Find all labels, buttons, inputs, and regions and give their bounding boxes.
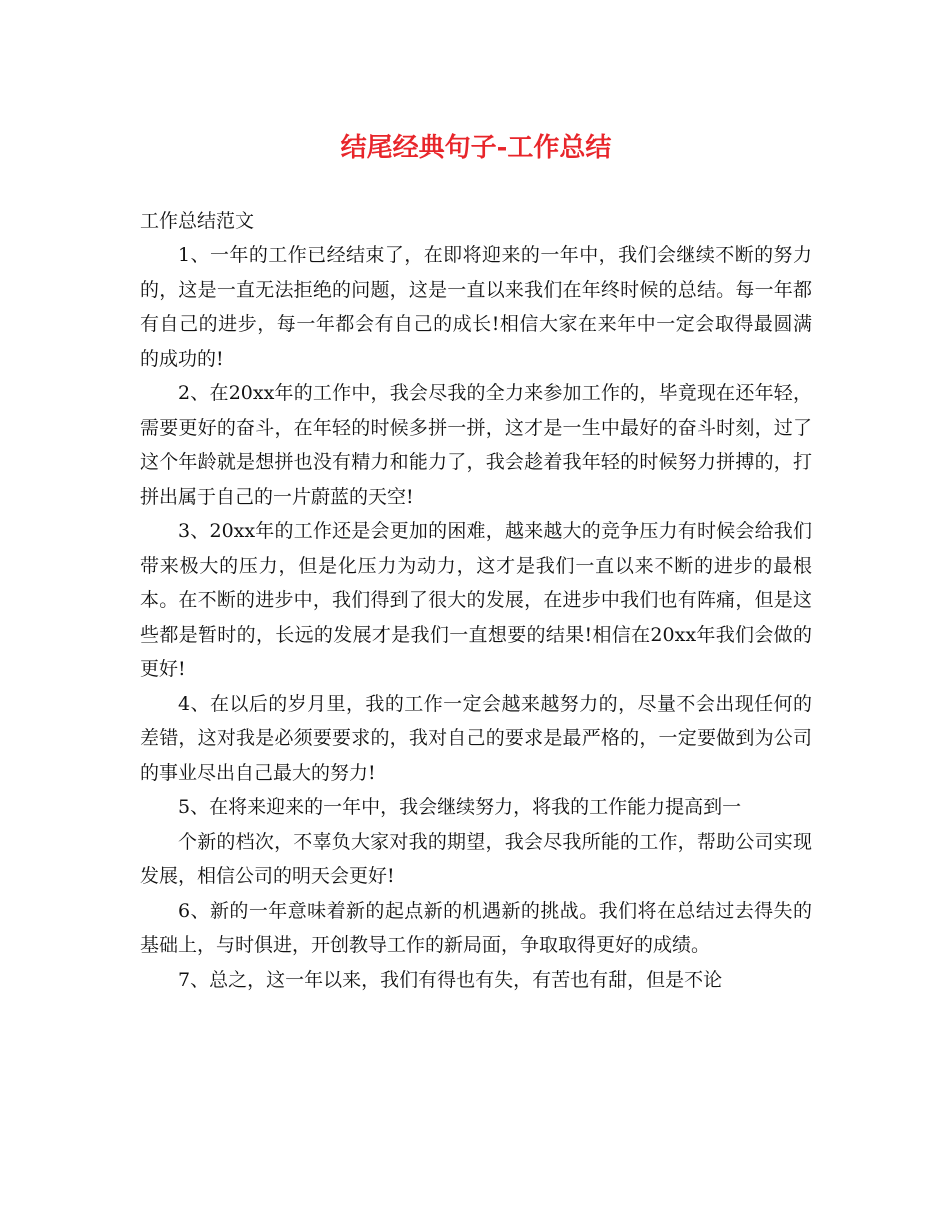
paragraph-3: 3、20xx年的工作还是会更加的困难，越来越大的竞争压力有时候会给我们带来极大的压力，但是化压力为动力，这才是我们一直以来不断的进步的最根本。在不断的进步中，我们得到了很大的发展，在进步中我们也有阵痛，但是这些都是暂时的，长远的发展才是我们一直想要的结果!相信在20xx年我们会做的更好!	[140, 520, 812, 680]
paragraph-7: 7、总之，这一年以来，我们有得也有失，有苦也有甜，但是不论	[178, 968, 723, 991]
paragraph-5-continued: 个新的档次，不辜负大家对我的期望，我会尽我所能的工作，帮助公司实现发展，相信公司的明天会更好!	[140, 830, 812, 887]
paragraph-5: 5、在将来迎来的一年中，我会继续努力，将我的工作能力提高到一	[178, 796, 742, 818]
paragraph-2: 2、在20xx年的工作中，我会尽我的全力来参加工作的，毕竟现在还年轻，需要更好的奋斗，在年轻的时候多拼一拼，这才是一生中最好的奋斗时刻，过了这个年龄就是想拼也没有精力和能力了，我会趁着我年轻的时候努力拼搏的，打拼出属于自己的一片蔚蓝的天空!	[140, 382, 812, 508]
paragraph-4: 4、在以后的岁月里，我的工作一定会越来越努力的，尽量不会出现任何的差错，这对我是必须要要求的，我对自己的要求是最严格的，一定要做到为公司的事业尽出自己最大的努力!	[140, 692, 812, 784]
document-subtitle: 工作总结范文	[140, 210, 255, 232]
document-body	[140, 238, 812, 997]
paragraph-6: 6、新的一年意味着新的起点新的机遇新的挑战。我们将在总结过去得失的基础上，与时俱进，开创教导工作的新局面，争取取得更好的成绩。	[140, 899, 812, 956]
document-title: 结尾经典句子-工作总结	[340, 133, 612, 163]
paragraph-1: 1、一年的工作已经结束了，在即将迎来的一年中，我们会继续不断的努力的，这是一直无法拒绝的问题，这是一直以来我们在年终时候的总结。每一年都有自己的进步，每一年都会有自己的成长!相信大家在来年中一定会取得最圆满的成功的!	[140, 244, 812, 370]
